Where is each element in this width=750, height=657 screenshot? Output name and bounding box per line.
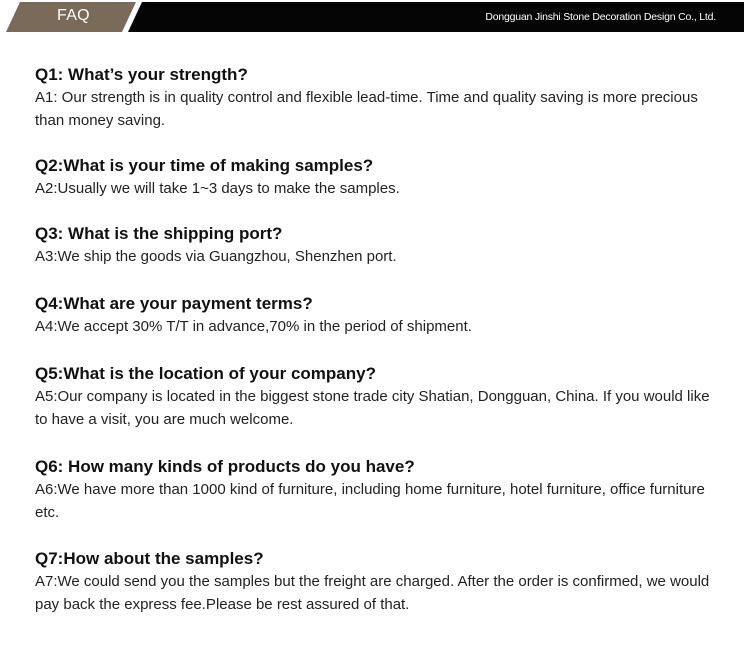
faq-answer: A6:We have more than 1000 kind of furniture, including home furniture, hotel furniture, office furniture etc. <box>35 481 705 521</box>
faq-question: Q6: How many kinds of products do you have? <box>35 457 415 476</box>
faq-list <box>35 64 725 616</box>
faq-item <box>35 293 725 338</box>
faq-question: Q3: What is the shipping port? <box>35 224 283 243</box>
faq-question: Q2:What is your time of making samples? <box>35 156 374 175</box>
faq-title: FAQ <box>57 7 90 24</box>
faq-item <box>35 548 725 616</box>
faq-item <box>35 363 725 431</box>
faq-item <box>35 456 725 524</box>
faq-answer: A3:We ship the goods via Guangzhou, Shenzhen port. <box>35 248 397 265</box>
faq-answer: A7:We could send you the samples but the freight are charged. After the order is confirmed, we would pay back the express fee.Please be rest assured of that. <box>35 573 710 613</box>
faq-question: Q4:What are your payment terms? <box>35 294 313 313</box>
company-name: Dongguan Jinshi Stone Decoration Design Co., Ltd. <box>485 11 716 23</box>
faq-answer: A1: Our strength is in quality control and flexible lead-time. Time and quality saving is more precious than money saving. <box>35 89 698 129</box>
faq-header-banner <box>0 0 750 34</box>
faq-question: Q5:What is the location of your company? <box>35 364 376 383</box>
faq-item <box>35 64 725 132</box>
faq-item <box>35 155 725 200</box>
faq-answer: A4:We accept 30% T/T in advance,70% in the period of shipment. <box>35 318 472 335</box>
faq-item <box>35 223 725 268</box>
faq-question: Q1: What’s your strength? <box>35 65 248 84</box>
faq-question: Q7:How about the samples? <box>35 549 264 568</box>
faq-answer: A5:Our company is located in the biggest stone trade city Shatian, Dongguan, China. If you would like to have a visit, you are much welcome. <box>35 388 710 428</box>
faq-answer: A2:Usually we will take 1~3 days to make the samples. <box>35 180 400 197</box>
